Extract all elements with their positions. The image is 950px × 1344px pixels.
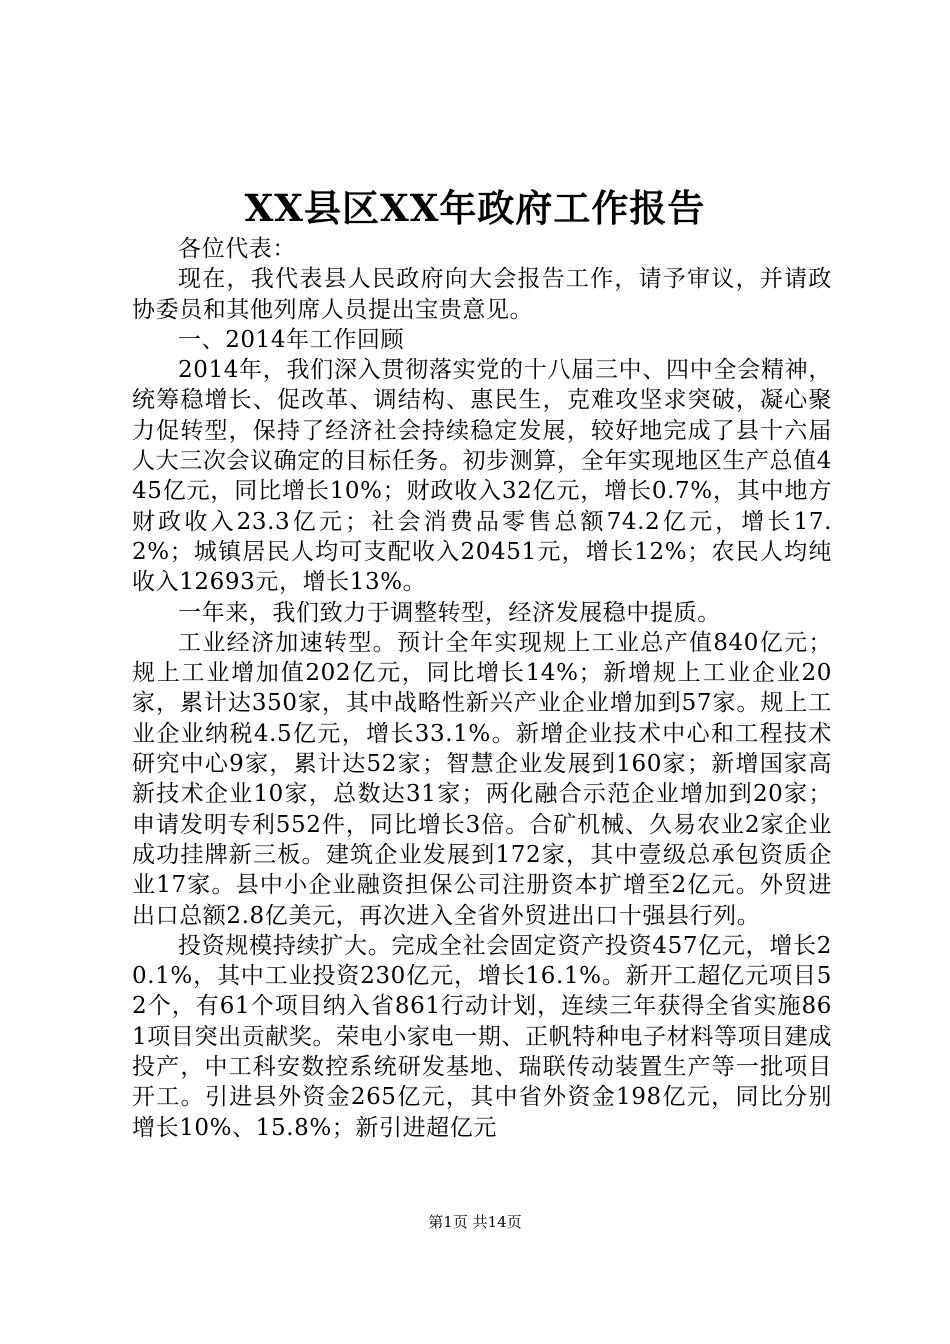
paragraph-investment: 投资规模持续扩大。完成全社会固定资产投资457亿元，增长20.1%，其中工业投资230亿元，增长16.1%。新开工超亿元项目52个，有61个项目纳入省861行动计划，连续三年获得全省实施861项目突出贡献奖。荣电小家电一期、正帆特种电子材料等项目建成投产，中工科安数控系统研发基地、瑞联传动装置生产等一批项目开工。引进县外资金265亿元，其中省外资金198亿元，同比分别增长10%、15.8%；新引进超亿元 — [132, 932, 832, 1141]
paragraph-industry: 工业经济加速转型。预计全年实现规上工业总产值840亿元；规上工业增加值202亿元，同比增长14%；新增规上工业企业20家，累计达350家，其中战略性新兴产业企业增加到57家。规上工业企业纳税4.5亿元，增长33.1%。新增企业技术中心和工程技术研究中心9家，累计达52家；智慧企业发展到160家；新增国家高新技术企业10家，总数达31家；两化融合示范企业增加到20家；申请发明专利552件，同比增长3倍。合矿机械、久易农业2家企业成功挂牌新三板。建筑企业发展到172家，其中壹级总承包资质企业17家。县中小企业融资担保公司注册资本扩增至2亿元。外贸进出口总额2.8亿美元，再次进入全省外贸进出口十强县行列。 — [132, 629, 832, 929]
paragraph-intro: 现在，我代表县人民政府向大会报告工作，请予审议，并请政协委员和其他列席人员提出宝贵意见。 — [132, 266, 832, 323]
document-body — [132, 234, 832, 1143]
section-heading: 一、2014年工作回顾 — [178, 326, 405, 353]
document-title: XX县区XX年政府工作报告 — [244, 186, 706, 230]
page-footer: 第1页 共14页 — [428, 1213, 522, 1231]
paragraph-summary: 一年来，我们致力于调整转型，经济发展稳中提质。 — [178, 599, 721, 626]
paragraph-overview: 2014年，我们深入贯彻落实党的十八届三中、四中全会精神，统筹稳增长、促改革、调结构、惠民生，克难攻坚求突破，凝心聚力促转型，保持了经济社会持续稳定发展，较好地完成了县十六届人大三次会议确定的目标任务。初步测算，全年实现地区生产总值445亿元，同比增长10%；财政收入32亿元，增长0.7%，其中地方财政收入23.3亿元；社会消费品零售总额74.2亿元，增长17.2%；城镇居民人均可支配收入20451元，增长12%；农民人均纯收入12693元，增长13%。 — [132, 357, 832, 596]
paragraph-salutation: 各位代表： — [178, 236, 296, 262]
